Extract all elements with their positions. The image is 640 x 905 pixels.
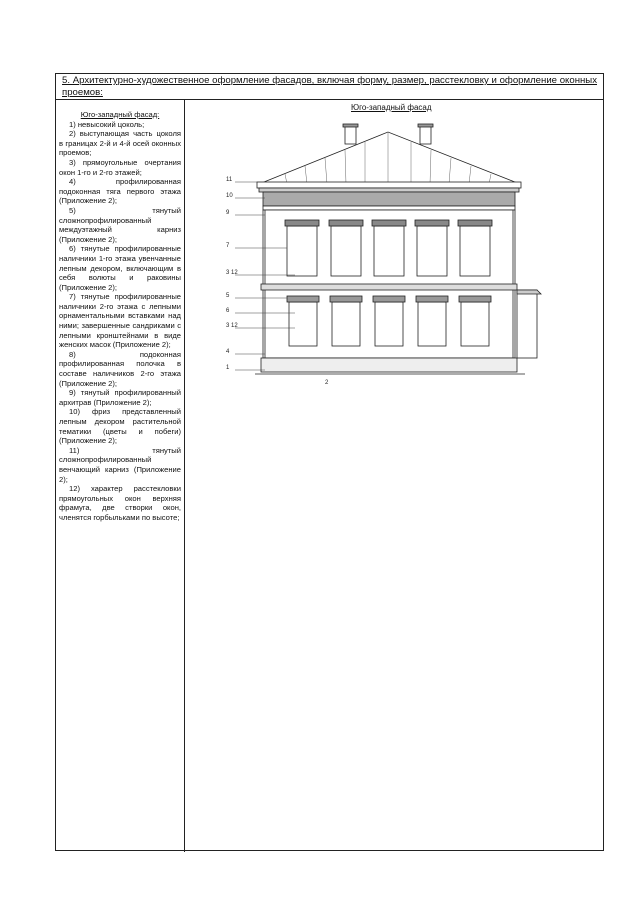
description-column: [59, 110, 181, 523]
feature-item: 9) тянутый профилированный архитрав (Приложение 2);: [59, 388, 181, 407]
callout-label: 2: [325, 380, 329, 386]
column-divider: [184, 100, 185, 852]
feature-item: 8) подоконная профилированная полочка в составе наличников 2-го этажа (Приложение 2);: [59, 349, 181, 388]
callout-label: 1: [226, 365, 230, 371]
callout-label: 9: [226, 210, 230, 216]
feature-item: 5) тянутый сложнопрофилированный междуэтажный карниз (Приложение 2);: [59, 205, 181, 244]
feature-item: 4) профилированная подоконная тяга первого этажа (Приложение 2);: [59, 177, 181, 206]
facade-subtitle: Юго-западный фасад:: [80, 110, 160, 119]
feature-item: 6) тянутые профилированные наличники 1-го этажа увенчанные лепным декором, включающим в себя волюты и раковины (Приложение 2);: [59, 244, 181, 292]
callout-label: 3 12: [226, 270, 238, 276]
callout-label: 3 12: [226, 323, 238, 329]
feature-item: 1) невысокий цоколь;: [69, 119, 145, 129]
facade-drawing: [225, 118, 555, 388]
section-heading: 5. Архитектурно-художественное оформление фасадов, включая форму, размер, расстекловку и оформление оконных проемов:: [56, 74, 603, 100]
callout-label: 4: [226, 349, 230, 355]
callout-label: 5: [226, 293, 230, 299]
feature-item: 3) прямоугольные очертания окон 1-го и 2-го этажей;: [59, 157, 181, 177]
callout-label: 11: [226, 177, 233, 183]
callout-label: 10: [226, 193, 233, 199]
callout-label: 6: [226, 308, 230, 314]
drawing-title: Юго-западный фасад: [351, 103, 432, 112]
feature-item: 11) тянутый сложнопрофилированный венчающий карниз (Приложение 2);: [59, 445, 181, 484]
feature-item: 10) фриз представленный лепным декором растительной тематики (цветы и побеги) (Приложение 2);: [59, 407, 181, 446]
feature-item: 7) тянутые профилированные наличники 2-го этажа с лепными орнаментальными вставками над ними; завершенные сандриками с лепными кронштейнами в виде женских масок (Приложение 2);: [59, 292, 181, 350]
callout-label: 7: [226, 243, 230, 249]
feature-item: 2) выступающая часть цоколя в границах 2-й и 4-й осей оконных проемов;: [59, 129, 181, 158]
feature-item: 12) характер расстекловки прямоугольных окон верхняя фрамуга, две створки окон, членятся горбыльками по высоте;: [59, 484, 181, 522]
